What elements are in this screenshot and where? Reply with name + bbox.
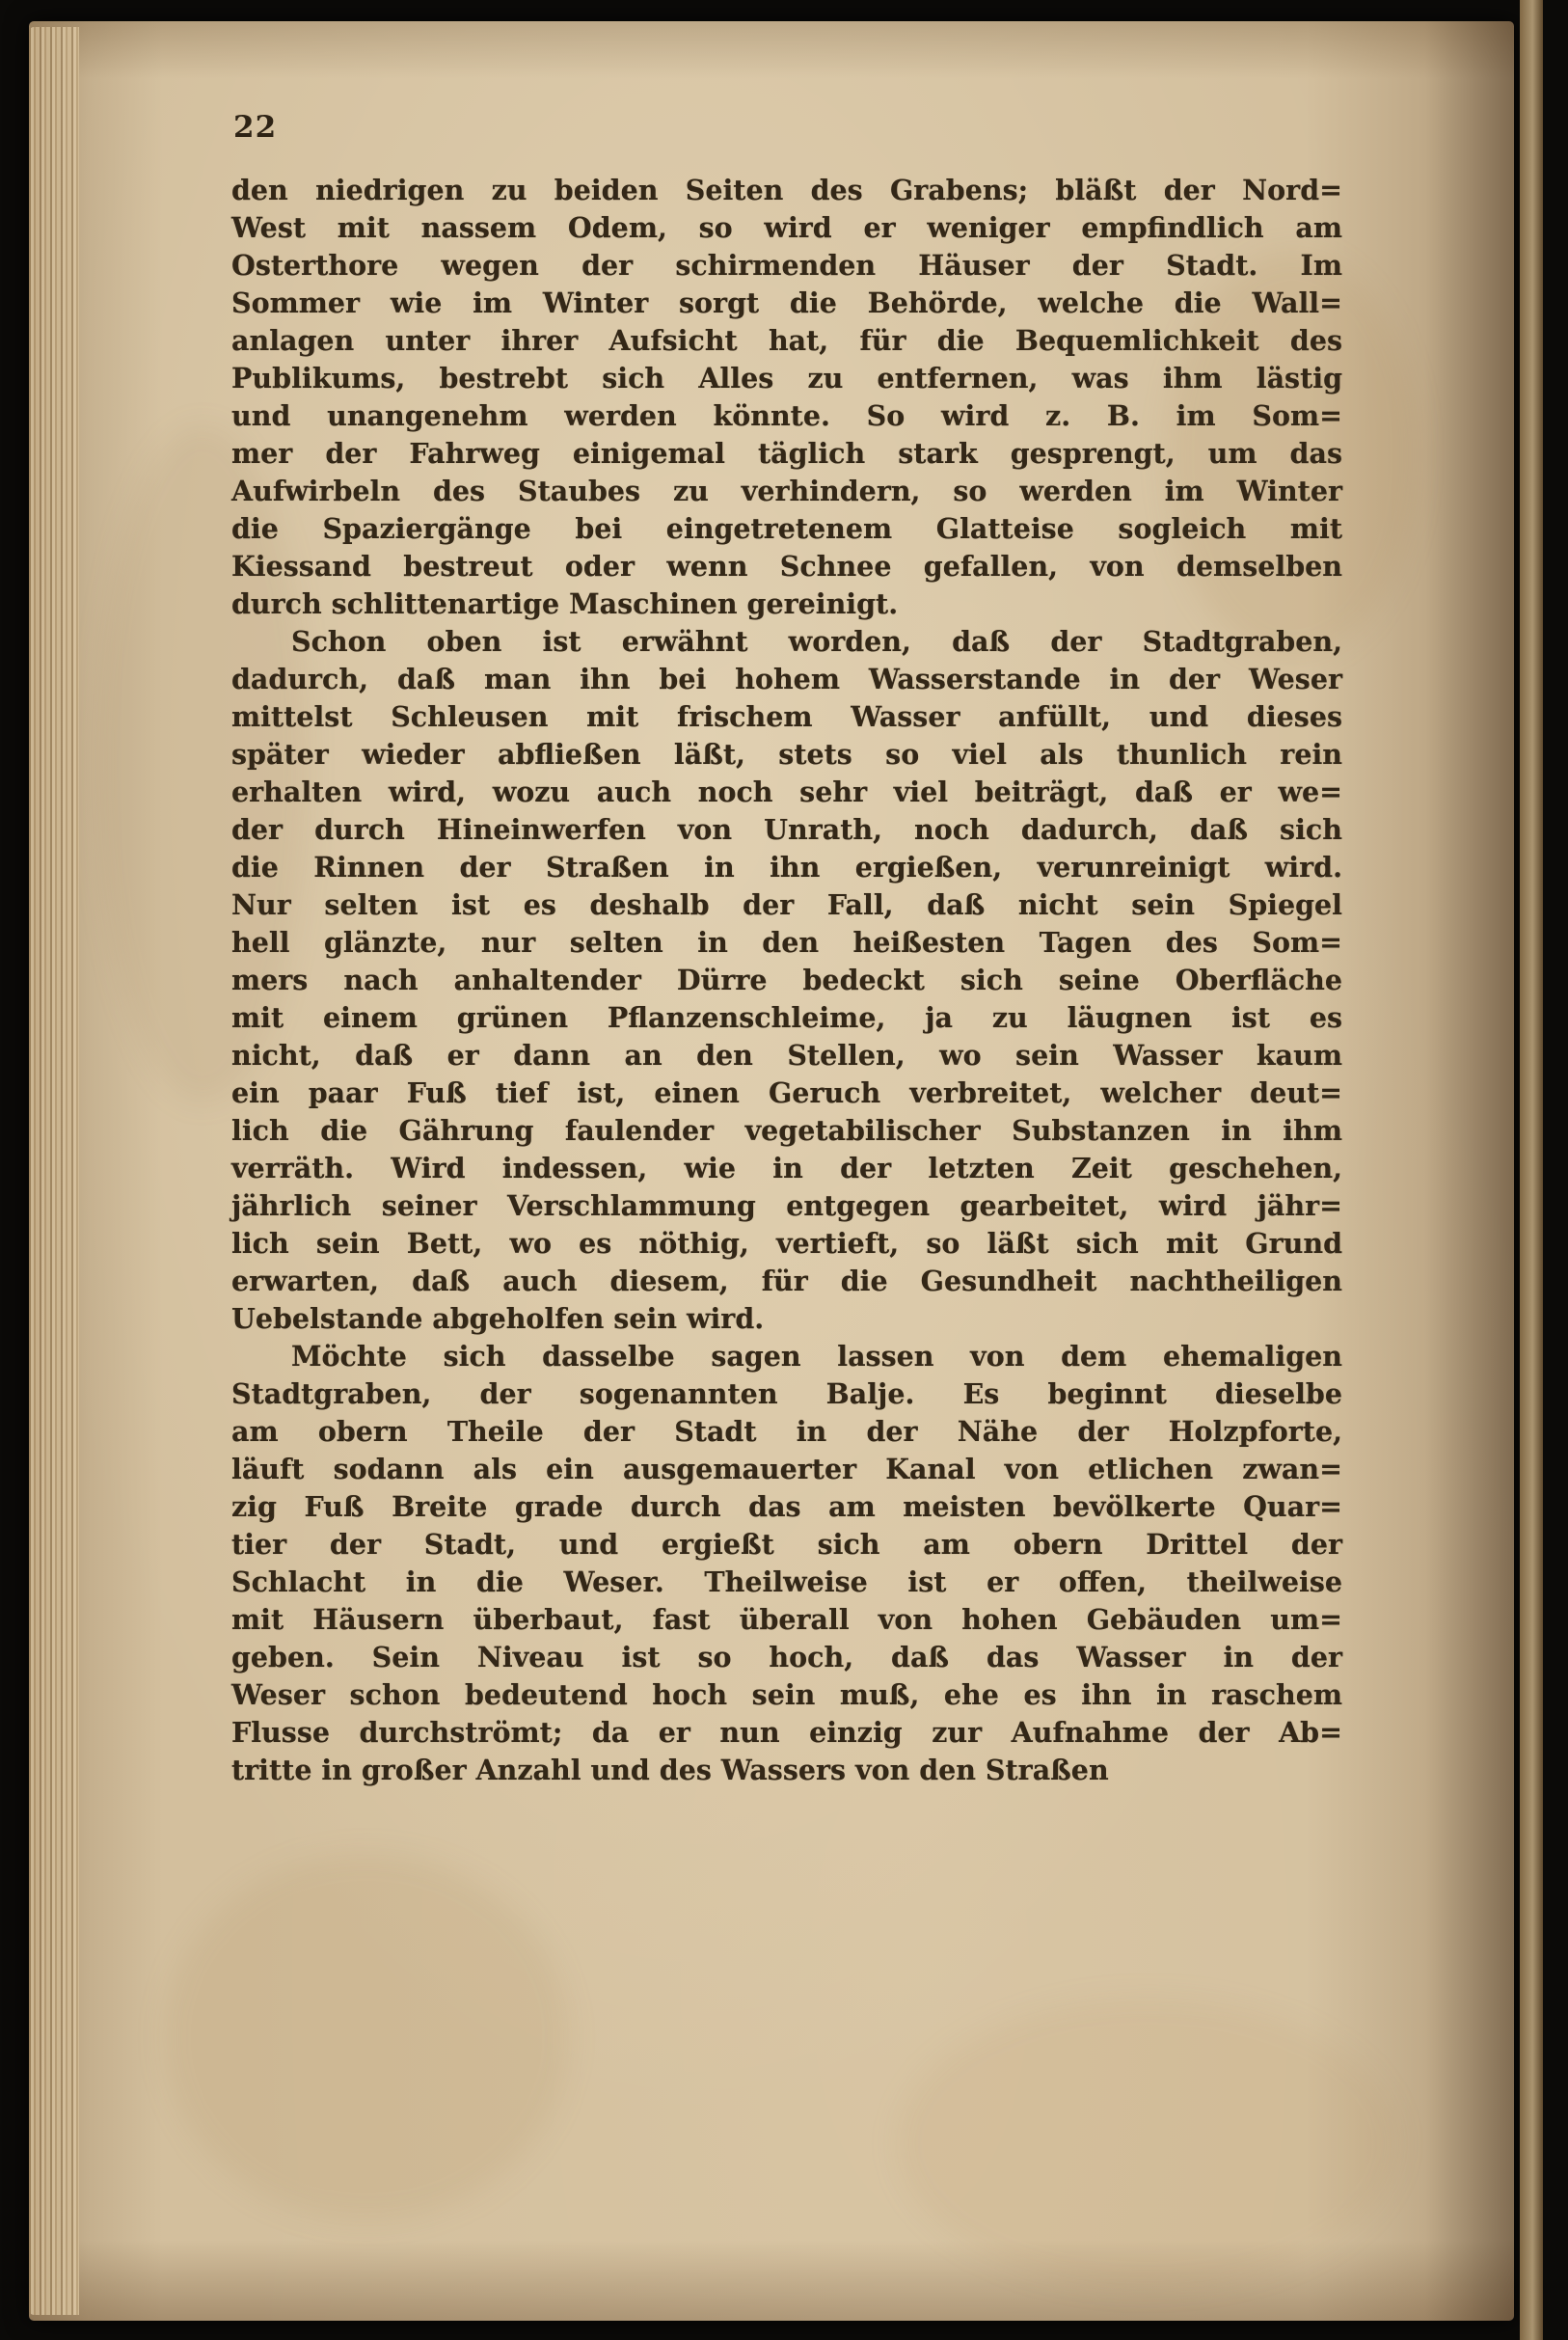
text-line: mit einem grünen Pflanzenschleime, ja zu läugnen ist es: [231, 1001, 1342, 1034]
text-line: Schlacht in die Weser. Theilweise ist er offen, theilweise: [231, 1565, 1342, 1598]
paragraph: [231, 1338, 1342, 1789]
text-line: nicht, daß er dann an den Stellen, wo sein Wasser kaum: [231, 1039, 1342, 1072]
text-line: zig Fuß Breite grade durch das am meisten bevölkerte Quar=: [231, 1490, 1342, 1523]
text-line: Sommer wie im Winter sorgt die Behörde, welche die Wall=: [231, 286, 1342, 319]
text-line: durch schlittenartige Maschinen gereinigt.: [231, 587, 899, 620]
text-line: und unangenehm werden könnte. So wird z. B. im Som=: [231, 399, 1342, 432]
text-line: dadurch, daß man ihn bei hohem Wasserstande in der Weser: [231, 663, 1342, 695]
book-page: [29, 21, 1514, 2321]
paper-blotch: [897, 1999, 1398, 2288]
text-line: jährlich seiner Verschlammung entgegen gearbeitet, wird jähr=: [231, 1189, 1342, 1222]
text-line: mers nach anhaltender Dürre bedeckt sich seine Oberfläche: [231, 964, 1342, 996]
text-line: die Spaziergänge bei eingetretenem Glatteise sogleich mit: [231, 512, 1342, 545]
text-line: tritte in großer Anzahl und des Wassers von den Straßen: [231, 1754, 1109, 1786]
text-line: Nur selten ist es deshalb der Fall, daß nicht sein Spiegel: [231, 888, 1342, 921]
text-line: Weser schon bedeutend hoch sein muß, ehe es ihn in raschem: [231, 1678, 1342, 1711]
text-line: später wieder abfließen läßt, stets so viel als thunlich rein: [231, 738, 1342, 771]
text-line: lich die Gährung faulender vegetabilischer Substanzen in ihm: [231, 1114, 1342, 1147]
paper-blotch: [164, 1854, 569, 2220]
text-line: Schon oben ist erwähnt worden, daß der Stadtgraben,: [291, 625, 1342, 658]
text-line: erwarten, daß auch diesem, für die Gesundheit nachtheiligen: [231, 1265, 1342, 1297]
paragraph: [231, 172, 1342, 623]
text-line: verräth. Wird indessen, wie in der letzten Zeit geschehen,: [231, 1152, 1342, 1184]
text-line: Publikums, bestrebt sich Alles zu entfernen, was ihm lästig: [231, 362, 1342, 395]
page-number: 22: [233, 110, 278, 145]
text-line: den niedrigen zu beiden Seiten des Grabens; bläßt der Nord=: [231, 174, 1342, 206]
text-line: läuft sodann als ein ausgemauerter Kanal von etlichen zwan=: [231, 1453, 1342, 1485]
text-line: Möchte sich dasselbe sagen lassen von dem ehemaligen: [291, 1340, 1342, 1373]
text-line: mer der Fahrweg einigemal täglich stark gesprengt, um das: [231, 437, 1342, 470]
text-line: Aufwirbeln des Staubes zu verhindern, so werden im Winter: [231, 475, 1342, 507]
text-line: tier der Stadt, und ergießt sich am obern Drittel der: [231, 1528, 1342, 1561]
text-line: mittelst Schleusen mit frischem Wasser anfüllt, und dieses: [231, 700, 1342, 733]
text-line: Flusse durchströmt; da er nun einzig zur Aufnahme der Ab=: [231, 1716, 1342, 1749]
text-line: mit Häusern überbaut, fast überall von hohen Gebäuden um=: [231, 1603, 1342, 1636]
text-line: anlagen unter ihrer Aufsicht hat, für die Bequemlichkeit des: [231, 324, 1342, 357]
paragraph: [231, 623, 1342, 1338]
text-line: Uebelstande abgeholfen sein wird.: [231, 1302, 765, 1335]
text-line: Kiessand bestreut oder wenn Schnee gefallen, von demselben: [231, 550, 1342, 583]
text-line: am obern Theile der Stadt in der Nähe der Holzpforte,: [231, 1415, 1342, 1448]
text-block: [231, 172, 1342, 1789]
text-line: der durch Hineinwerfen von Unrath, noch dadurch, daß sich: [231, 813, 1342, 846]
text-line: erhalten wird, wozu auch noch sehr viel beiträgt, daß er we=: [231, 775, 1342, 808]
text-line: lich sein Bett, wo es nöthig, vertieft, so läßt sich mit Grund: [231, 1227, 1342, 1260]
text-line: geben. Sein Niveau ist so hoch, daß das Wasser in der: [231, 1641, 1342, 1673]
text-line: die Rinnen der Straßen in ihn ergießen, verunreinigt wird.: [231, 851, 1342, 884]
text-line: ein paar Fuß tief ist, einen Geruch verbreitet, welcher deut=: [231, 1076, 1342, 1109]
text-line: Stadtgraben, der sogenannten Balje. Es beginnt dieselbe: [231, 1377, 1342, 1410]
text-line: West mit nassem Odem, so wird er weniger empfindlich am: [231, 211, 1342, 244]
text-line: Osterthore wegen der schirmenden Häuser der Stadt. Im: [231, 249, 1342, 282]
adjacent-page-edge: [1520, 0, 1543, 2340]
text-line: hell glänzte, nur selten in den heißesten Tagen des Som=: [231, 926, 1342, 959]
page-stack-edges: [29, 27, 79, 2315]
